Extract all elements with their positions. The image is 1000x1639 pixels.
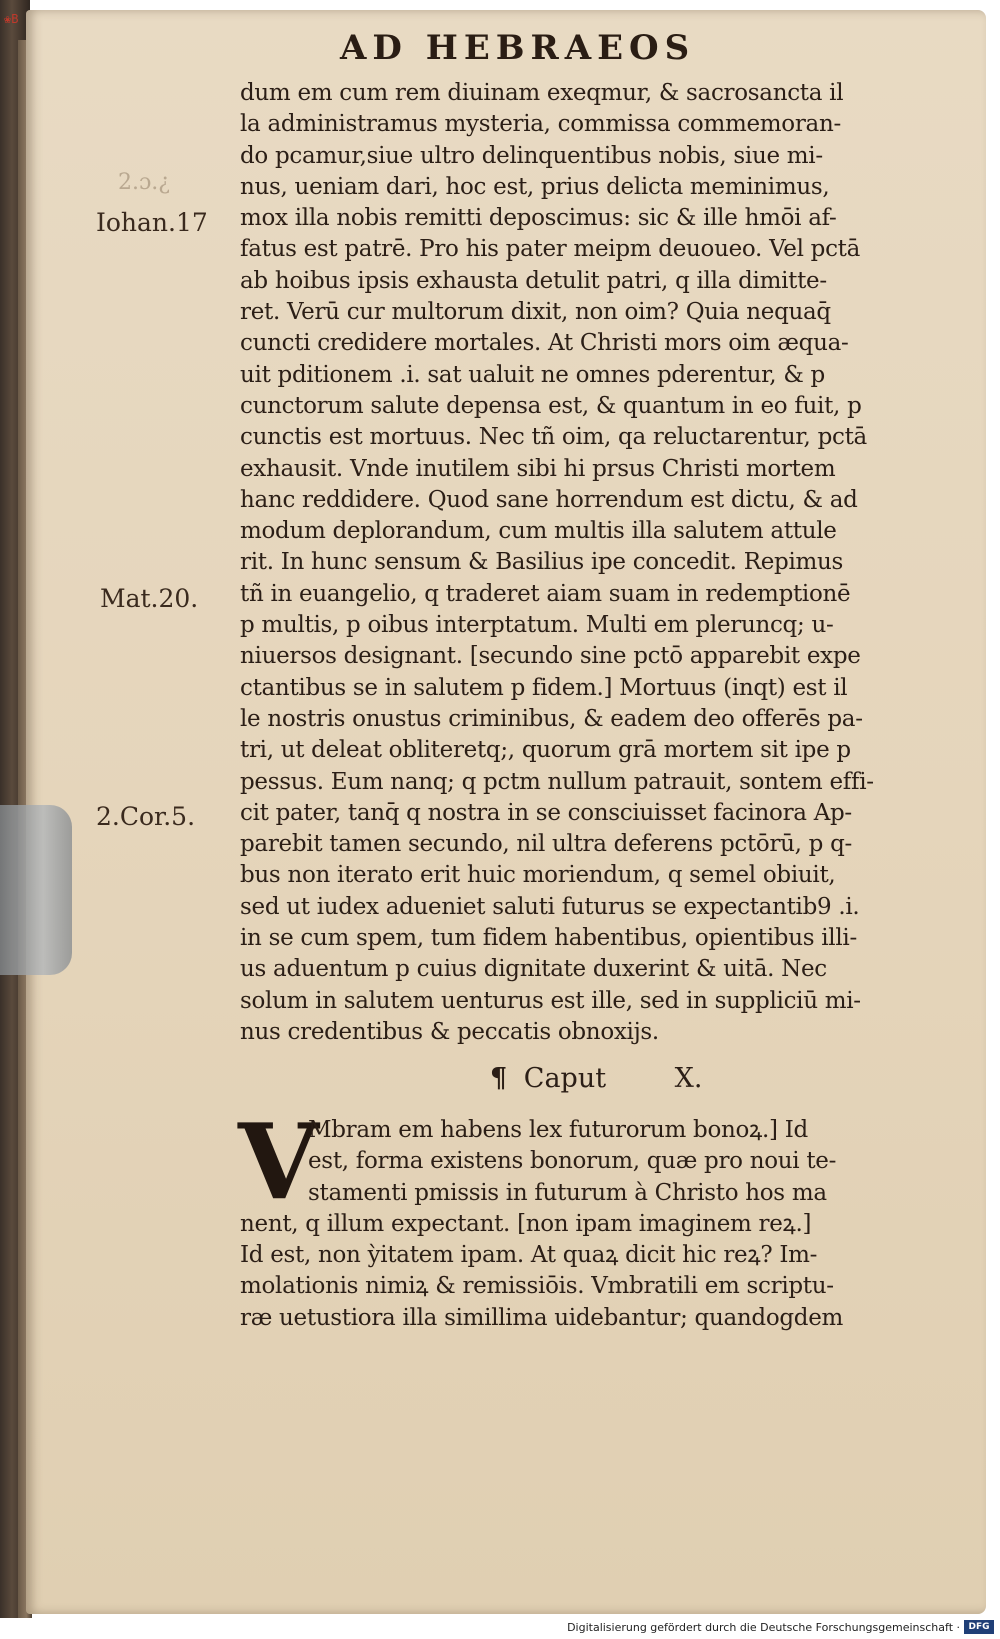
text-line: hanc reddidere. Quod sane horrendum est dictu, & ad <box>240 486 858 513</box>
text-line: le nostris onustus criminibus, & eadem deo offerēs pa- <box>240 705 863 732</box>
text-line: la administramus mysteria, commissa commemoran- <box>240 111 841 138</box>
chapter-text-line: Mbram em habens lex futurorum bonoꝝ.] Id <box>308 1117 808 1143</box>
text-line: cit pater, tanq̄ q nostra in se consciuisset facinora Ap- <box>240 799 852 826</box>
margin-note-johan: Iohan.17 <box>96 208 208 237</box>
text-line: nus, ueniam dari, hoc est, prius delicta meminimus, <box>240 173 830 200</box>
text-line: us aduentum p cuius dignitate duxerint & uitā. Nec <box>240 956 827 983</box>
text-line: bus non iterato erit huic moriendum, q semel obiuit, <box>240 862 836 889</box>
text-line: solum in salutem uenturus est ille, sed in suppliciū mi- <box>240 987 861 1014</box>
chapter-text-line: ræ uetustiora illa simillima uidebantur; quandogdem <box>240 1304 844 1331</box>
text-line: tri, ut deleat obliteretq;, quorum grā mortem sit ipe p <box>240 737 851 764</box>
text-line: parebit tamen secundo, nil ultra deferens pctōrū, p q- <box>240 831 852 858</box>
text-line: exhausit. Vnde inutilem sibi hi prsus Christi mortem <box>240 455 836 482</box>
text-line: cunctis est mortuus. Nec tñ oim, qa reluctarentur, pctā <box>240 424 867 451</box>
dfg-logo: DFG <box>964 1620 994 1634</box>
running-head: AD HEBRAEOS <box>340 28 696 68</box>
footer-bar <box>0 1618 1000 1639</box>
text-line: mox illa nobis remitti deposcimus: sic & ille hmōi af- <box>240 205 837 232</box>
text-line: tñ in euangelio, q traderet aiam suam in redemptionē <box>240 580 851 607</box>
text-line: uit pditionem .i. sat ualuit ne omnes pderentur, & p <box>240 361 825 388</box>
chapter-heading <box>490 1063 702 1094</box>
text-line: cunctorum salute depensa est, & quantum in eo fuit, p <box>240 392 862 419</box>
text-line: ctantibus se in salutem p fidem.] Mortuus (inqt) est il <box>240 674 848 701</box>
chapter-text-block <box>240 1115 940 1334</box>
chapter-text-line: nent, q illum expectant. [non ipam imaginem reꝝ.] <box>240 1210 812 1237</box>
pilcrow-icon: ¶ <box>490 1063 508 1094</box>
page-clip <box>0 805 72 975</box>
chapter-text-line: molationis nimiꝝ & remissiōis. Vmbratili em scriptu- <box>240 1273 834 1300</box>
text-line: nus credentibus & peccatis obnoxijs. <box>240 1018 659 1045</box>
chapter-text-line: est, forma existens bonorum, quæ pro noui te- <box>308 1148 837 1175</box>
drop-capital: V <box>238 1100 319 1223</box>
text-line: pessus. Eum nanq; q pctm nullum patrauit, sontem effi- <box>240 768 874 795</box>
footer-credit: Digitalisierung gefördert durch die Deutsche Forschungsgemeinschaft · <box>567 1621 960 1634</box>
text-line: fatus est patrē. Pro his pater meipm deuoueo. Vel pctā <box>240 236 861 263</box>
text-line: ab hoibus ipsis exhausta detulit patri, q illa dimitte- <box>240 267 827 294</box>
main-text-block <box>240 78 940 1048</box>
margin-note-mat: Mat.20. <box>100 584 199 613</box>
text-line: p multis, p oibus interptatum. Multi em pleruncq; u- <box>240 612 834 639</box>
chapter-text-line: Id est, non ỳitatem ipam. At quaꝝ dicit hic reꝝ? Im- <box>240 1242 818 1269</box>
chapter-number: X. <box>674 1063 703 1094</box>
margin-stamp: 2.ɔ.¿ <box>118 170 171 195</box>
chapter-title: Caput <box>523 1063 607 1094</box>
corner-mark: ❀B <box>4 12 19 26</box>
text-line: sed ut iudex adueniet saluti futurus se expectantib9 .i. <box>240 893 860 920</box>
text-line: in se cum spem, tum fidem habentibus, opientibus illi- <box>240 925 857 952</box>
text-line: cuncti credidere mortales. At Christi mors oim æqua- <box>240 330 849 357</box>
margin-note-cor: 2.Cor.5. <box>96 802 196 831</box>
text-line: dum em cum rem diuinam exeqmur, & sacrosancta il <box>240 80 844 106</box>
text-line: niuersos designant. [secundo sine pctō apparebit expe <box>240 643 861 670</box>
text-line: rit. In hunc sensum & Basilius ipe concedit. Repimus <box>240 549 844 576</box>
text-line: do pcamur,siue ultro delinquentibus nobis, siue mi- <box>240 142 823 169</box>
text-line: ret. Verū cur multorum dixit, non oim? Quia nequaq̄ <box>240 299 831 326</box>
text-line: modum deplorandum, cum multis illa salutem attule <box>240 518 837 545</box>
chapter-text-line: stamenti pmissis in futurum à Christo hos ma <box>308 1179 827 1206</box>
